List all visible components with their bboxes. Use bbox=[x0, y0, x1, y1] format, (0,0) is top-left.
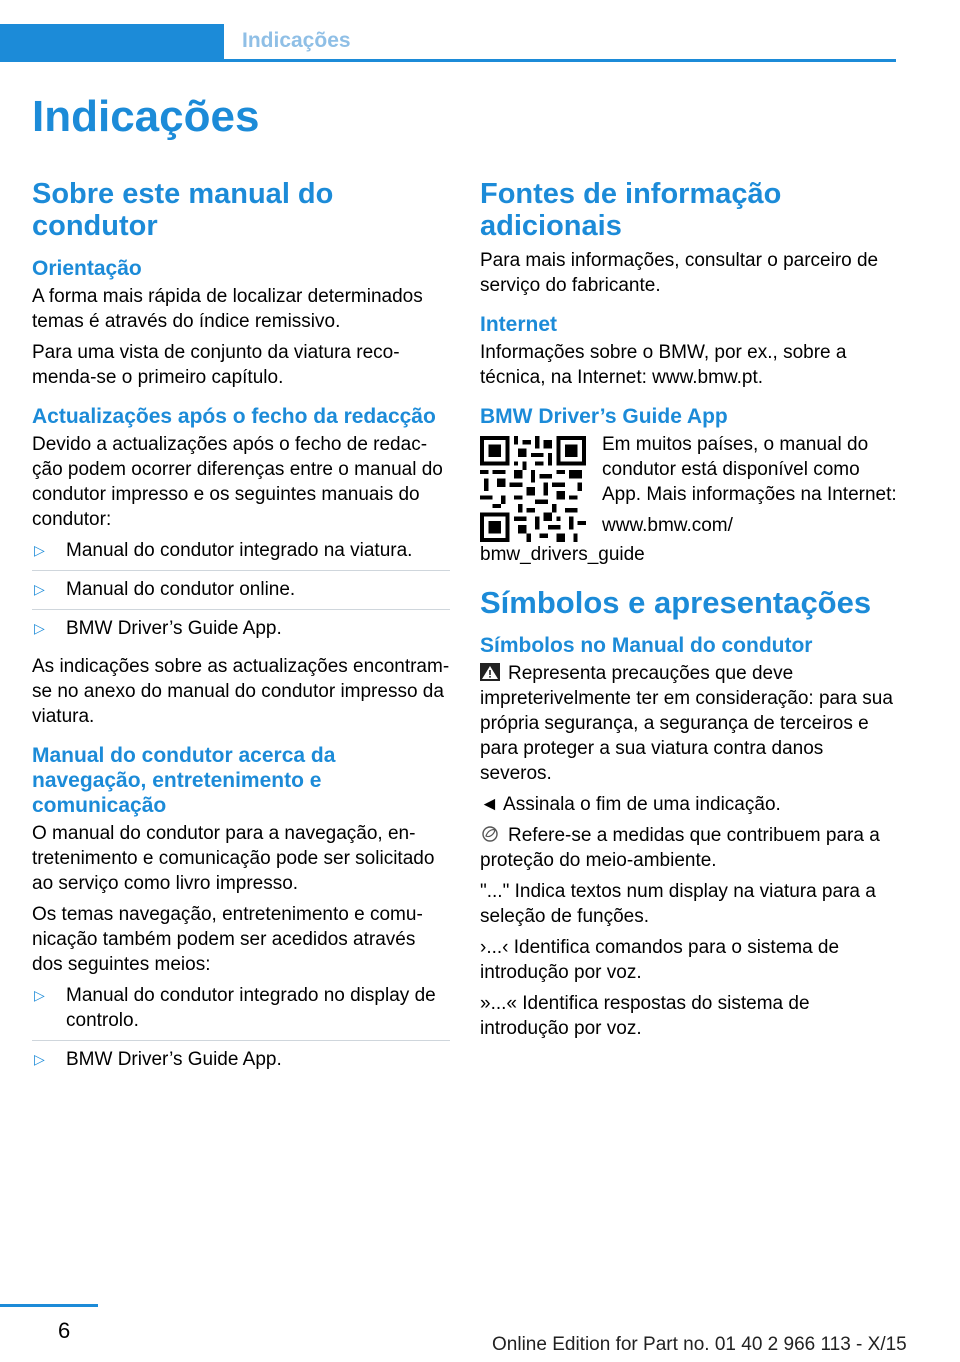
paragraph: Devido a actualizações após o fecho de redacção podem ocorrer diferenças entre o manual do condutor impresso e os seguintes manuais do condutor: bbox=[32, 434, 443, 530]
section-heading-sources: Fontes de informação adicionais bbox=[480, 178, 782, 242]
app-description bbox=[602, 432, 898, 538]
qr-code-icon bbox=[480, 436, 586, 542]
environment-icon bbox=[480, 825, 500, 843]
paragraph: Representa precauções que deve impreterivelmente ter em consideração: para sua própria segurança, a segurança de terceiros e para proteger a sua viatura contra danos severos. bbox=[480, 663, 893, 784]
paragraph: Para mais informações, consultar o parceiro de serviço do fabricante. bbox=[480, 250, 879, 296]
right-column bbox=[480, 178, 898, 1047]
list-item: ▷ BMW Driver’s Guide App. bbox=[34, 1049, 282, 1070]
paragraph: ›...‹ Identifica comandos para o sistema de introdução por voz. bbox=[480, 937, 840, 983]
list-item: ▷ Manual do condutor online. bbox=[32, 577, 450, 610]
paragraph: ◄ Assinala o fim de uma indicação. bbox=[480, 794, 781, 815]
paragraph: As indicações sobre as actualizações encontram-se no anexo do manual do condutor impresso da viatura. bbox=[32, 656, 450, 727]
list-item: ▷ Manual do condutor integrado no display de controlo. bbox=[32, 983, 450, 1041]
header-accent-bar bbox=[0, 24, 224, 62]
updates-list bbox=[32, 538, 450, 648]
paragraph: Em muitos países, o manual do condutor está disponível como App. Mais informações na Internet: bbox=[602, 434, 897, 505]
subheading-orientation: Orientação bbox=[32, 257, 142, 280]
running-header: Indicações bbox=[242, 29, 351, 52]
paragraph: »...« Identifica respostas do sistema de introdução por voz. bbox=[480, 993, 810, 1039]
triangle-right-icon: ▷ bbox=[34, 1051, 45, 1067]
triangle-right-icon: ▷ bbox=[34, 987, 45, 1003]
paragraph: Informações sobre o BMW, por ex., sobre a técnica, na Internet: www.bmw.pt. bbox=[480, 342, 847, 388]
app-info bbox=[480, 432, 898, 542]
paragraph: "..." Indica textos num display na viatura para a seleção de funções. bbox=[480, 881, 876, 927]
subheading-internet: Internet bbox=[480, 313, 558, 336]
paragraph: Para uma vista de conjunto da viatura recomenda-se o primeiro capítulo. bbox=[32, 342, 400, 388]
triangle-right-icon: ▷ bbox=[34, 581, 45, 597]
section-heading-symbols: Símbolos e apresentações bbox=[480, 585, 872, 620]
subheading-symbols-manual: Símbolos no Manual do condutor bbox=[480, 634, 813, 657]
left-column bbox=[32, 178, 450, 1085]
list-item: ▷ Manual do condutor integrado na viatura. bbox=[32, 538, 450, 571]
triangle-right-icon: ▷ bbox=[34, 542, 45, 558]
header-rule bbox=[224, 59, 896, 62]
navigation-list bbox=[32, 983, 450, 1079]
page-title: Indicações bbox=[32, 92, 260, 141]
subheading-navigation: Manual do condutor acerca da navegação, entretenimento e comunicação bbox=[32, 744, 336, 817]
paragraph: Refere-se a medidas que contribuem para a proteção do meio-ambiente. bbox=[480, 825, 880, 871]
paragraph: O manual do condutor para a navegação, entretenimento e comunicação pode ser solicitado ao serviço como livro impresso. bbox=[32, 823, 435, 894]
subheading-updates: Actualizações após o fecho da redacção bbox=[32, 405, 436, 428]
section-heading-manual: Sobre este manual do condutor bbox=[32, 178, 334, 242]
list-item: ▷ BMW Driver’s Guide App. bbox=[34, 618, 282, 639]
footer-rule bbox=[0, 1304, 98, 1307]
subheading-app: BMW Driver’s Guide App bbox=[480, 405, 728, 428]
app-url-part: www.bmw.com/ bbox=[602, 515, 733, 536]
warning-triangle-icon bbox=[480, 663, 500, 681]
app-url-part: bmw_drivers_guide bbox=[480, 544, 645, 565]
paragraph: A forma mais rápida de localizar determinados temas é através do índice remissivo. bbox=[32, 286, 423, 332]
page-number: 6 bbox=[58, 1318, 71, 1343]
paragraph: Os temas navegação, entretenimento e comunicação também podem ser acedidos através dos seguintes meios: bbox=[32, 904, 423, 975]
edition-note: Online Edition for Part no. 01 40 2 966 113 - X/15 bbox=[492, 1334, 907, 1355]
triangle-right-icon: ▷ bbox=[34, 620, 45, 636]
